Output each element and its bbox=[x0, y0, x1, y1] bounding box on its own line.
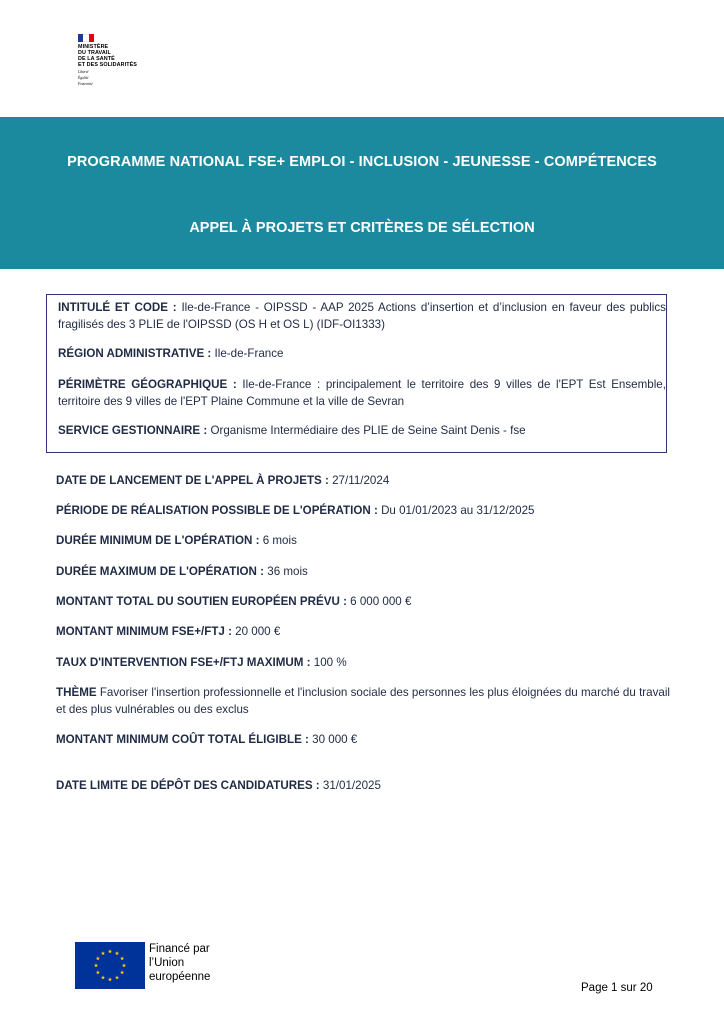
detail-value: 6 000 000 € bbox=[350, 595, 412, 608]
intitule-value: Ile-de-France - OIPSSD - AAP 2025 Actions d’insertion et d’inclusion en faveur des publics fragilisés des 3 PLIE de l'OIPSSD (OS H et OS L) (IDF-OI1333) bbox=[58, 301, 666, 331]
service-paragraph bbox=[58, 422, 666, 439]
eu-flag-icon bbox=[75, 942, 145, 989]
motto-line: Liberté bbox=[78, 70, 89, 74]
detail-label: MONTANT TOTAL DU SOUTIEN EUROPÉEN PRÉVU : bbox=[56, 595, 347, 608]
detail-value: 20 000 € bbox=[235, 625, 281, 638]
detail-row-total-support bbox=[56, 593, 670, 610]
service-value: Organisme Intermédiaire des PLIE de Seine Saint Denis - fse bbox=[210, 424, 526, 437]
detail-label: MONTANT MINIMUM FSE+/FTJ : bbox=[56, 625, 232, 638]
eu-funding-text bbox=[149, 942, 210, 984]
region-label: RÉGION ADMINISTRATIVE : bbox=[58, 347, 212, 360]
region-paragraph bbox=[58, 345, 666, 362]
detail-label: THÈME bbox=[56, 686, 97, 699]
detail-value: Du 01/01/2023 au 31/12/2025 bbox=[381, 504, 535, 517]
detail-row-max-duration bbox=[56, 563, 670, 580]
page-number: Page 1 sur 20 bbox=[581, 982, 653, 994]
eu-funding-line: l’Union bbox=[149, 957, 185, 969]
detail-row-theme bbox=[56, 684, 670, 718]
detail-value: 27/11/2024 bbox=[332, 474, 390, 487]
motto-line: Égalité bbox=[78, 76, 89, 81]
detail-row-period bbox=[56, 502, 670, 519]
ministry-name-line: MINISTÈRE bbox=[78, 44, 109, 50]
detail-row-min-amount bbox=[56, 623, 670, 640]
title-banner bbox=[0, 117, 724, 269]
perimetre-paragraph bbox=[58, 376, 666, 410]
program-title: PROGRAMME NATIONAL FSE+ EMPLOI - INCLUSION - JEUNESSE - COMPÉTENCES bbox=[67, 154, 657, 170]
ministry-logo bbox=[78, 34, 137, 87]
detail-label: DURÉE MAXIMUM DE L'OPÉRATION : bbox=[56, 565, 265, 578]
detail-label: TAUX D'INTERVENTION FSE+/FTJ MAXIMUM : bbox=[56, 656, 311, 669]
eu-funding-line: Financé par bbox=[149, 943, 210, 955]
eu-funding-line: européenne bbox=[149, 971, 211, 983]
ministry-name-line: ET DES SOLIDARITÉS bbox=[78, 62, 138, 68]
ministry-name-line: DE LA SANTÉ bbox=[78, 56, 115, 62]
detail-value: 6 mois bbox=[262, 534, 297, 547]
detail-row-rate bbox=[56, 654, 670, 671]
call-title: APPEL À PROJETS ET CRITÈRES DE SÉLECTION bbox=[189, 220, 535, 236]
intitule-label: INTITULÉ ET CODE : bbox=[58, 301, 177, 314]
detail-label: DATE DE LANCEMENT DE L'APPEL À PROJETS : bbox=[56, 474, 329, 487]
detail-label: DATE LIMITE DE DÉPÔT DES CANDIDATURES : bbox=[56, 779, 320, 792]
ministry-name-line: DU TRAVAIL bbox=[78, 50, 111, 56]
detail-value: 36 mois bbox=[267, 565, 308, 578]
detail-value: 100 % bbox=[313, 656, 347, 669]
detail-row-min-duration bbox=[56, 532, 670, 549]
french-flag-icon bbox=[78, 34, 94, 42]
info-box bbox=[46, 294, 667, 453]
service-label: SERVICE GESTIONNAIRE : bbox=[58, 424, 208, 437]
detail-value: 30 000 € bbox=[312, 733, 358, 746]
detail-label: PÉRIODE DE RÉALISATION POSSIBLE DE L'OPÉRATION : bbox=[56, 504, 378, 517]
eu-funding-logo bbox=[75, 942, 210, 989]
region-value: Ile-de-France bbox=[214, 347, 284, 360]
detail-label: DURÉE MINIMUM DE L'OPÉRATION : bbox=[56, 534, 260, 547]
detail-row-min-eligible-cost bbox=[56, 731, 670, 748]
detail-value: Favoriser l'insertion professionnelle et l'inclusion sociale des personnes les plus éloignées du marché du travail et des plus vulnérables ou des exclus bbox=[56, 686, 670, 716]
perimetre-value: Ile-de-France : principalement le territoire des 9 villes de l'EPT Est Ensemble, territoire des 9 villes de l'EPT Plaine Commune et la ville de Sevran bbox=[58, 378, 666, 408]
detail-label: MONTANT MINIMUM COÛT TOTAL ÉLIGIBLE : bbox=[56, 733, 309, 746]
detail-row-launch-date bbox=[56, 472, 670, 489]
perimetre-label: PÉRIMÈTRE GÉOGRAPHIQUE : bbox=[58, 378, 237, 391]
detail-row-deadline bbox=[56, 777, 670, 794]
intitule-paragraph bbox=[58, 299, 666, 333]
detail-value: 31/01/2025 bbox=[322, 779, 381, 792]
motto-line: Fraternité bbox=[78, 82, 93, 87]
